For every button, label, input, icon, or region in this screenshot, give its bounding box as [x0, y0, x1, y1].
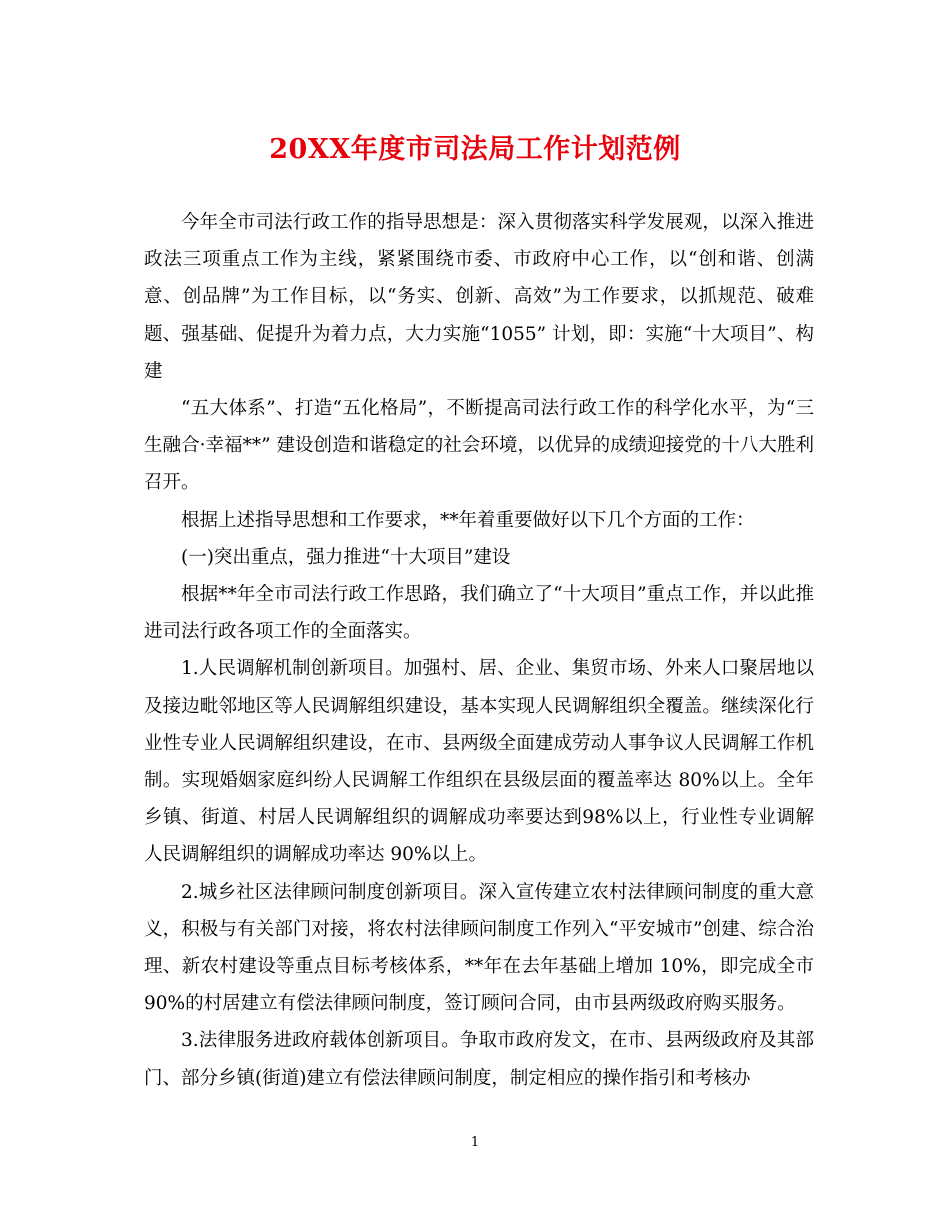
- section-heading-ten-projects: (一)突出重点，强力推进“十大项目”建设: [181, 546, 511, 568]
- paragraph-item-1-mediation: 1.人民调解机制创新项目。加强村、居、企业、集贸市场、外来人口聚居地以及接边毗邻地区等人民调解组织建设，基本实现人民调解组织全覆盖。继续深化行业性专业人民调解组织建设，在市、县两级全面建成劳动人事争议人民调解工作机制。实现婚姻家庭纠纷人民调解工作组织在县级层面的覆盖率达 80%以上。全年乡镇、街道、村居人民调解组织的调解成功率要达到98%以上，行业性专业调解人民调解组织的调解成功率达 90%以上。: [144, 658, 814, 866]
- paragraph-item-2-legal-advisor: 2.城乡社区法律顾问制度创新项目。深入宣传建立农村法律顾问制度的重大意义，积极与有关部门对接，将农村法律顾问制度工作列入“平安城市”创建、综合治理、新农村建设等重点目标考核体系，**年在去年基础上增加 10%，即完成全市 90%的村居建立有偿法律顾问制度，签订顾问合同，由市县两级政府购买服务。: [144, 881, 814, 1015]
- paragraph-guiding-ideology: 今年全市司法行政工作的指导思想是：深入贯彻落实科学发展观，以深入推进政法三项重点工作为主线，紧紧围绕市委、市政府中心工作，以“创和谐、创满意、创品牌”为工作目标，以“务实、创新、高效”为工作要求，以抓规范、破难题、强基础、促提升为着力点，大力实施“1055” 计划，即：实施“十大项目”、构建: [144, 212, 814, 382]
- document-title: 20XX年度市司法局工作计划范例: [269, 134, 681, 165]
- paragraph-work-intro: 根据上述指导思想和工作要求，**年着重要做好以下几个方面的工作：: [181, 509, 755, 531]
- document-body: [144, 204, 814, 1097]
- page-number: 1: [470, 1135, 480, 1150]
- paragraph-ten-projects: 根据**年全市司法行政工作思路，我们确立了“十大项目”重点工作，并以此推进司法行政各项工作的全面落实。: [144, 584, 814, 643]
- paragraph-item-3-legal-service: 3.法律服务进政府载体创新项目。争取市政府发文，在市、县两级政府及其部门、部分乡镇(街道)建立有偿法律顾问制度，制定相应的操作指引和考核办: [144, 1030, 814, 1089]
- paragraph-five-systems: “五大体系”、打造“五化格局”，不断提高司法行政工作的科学化水平，为“三生融合·幸福**” 建设创造和谐稳定的社会环境，以优异的成绩迎接党的十八大胜利召开。: [144, 398, 814, 494]
